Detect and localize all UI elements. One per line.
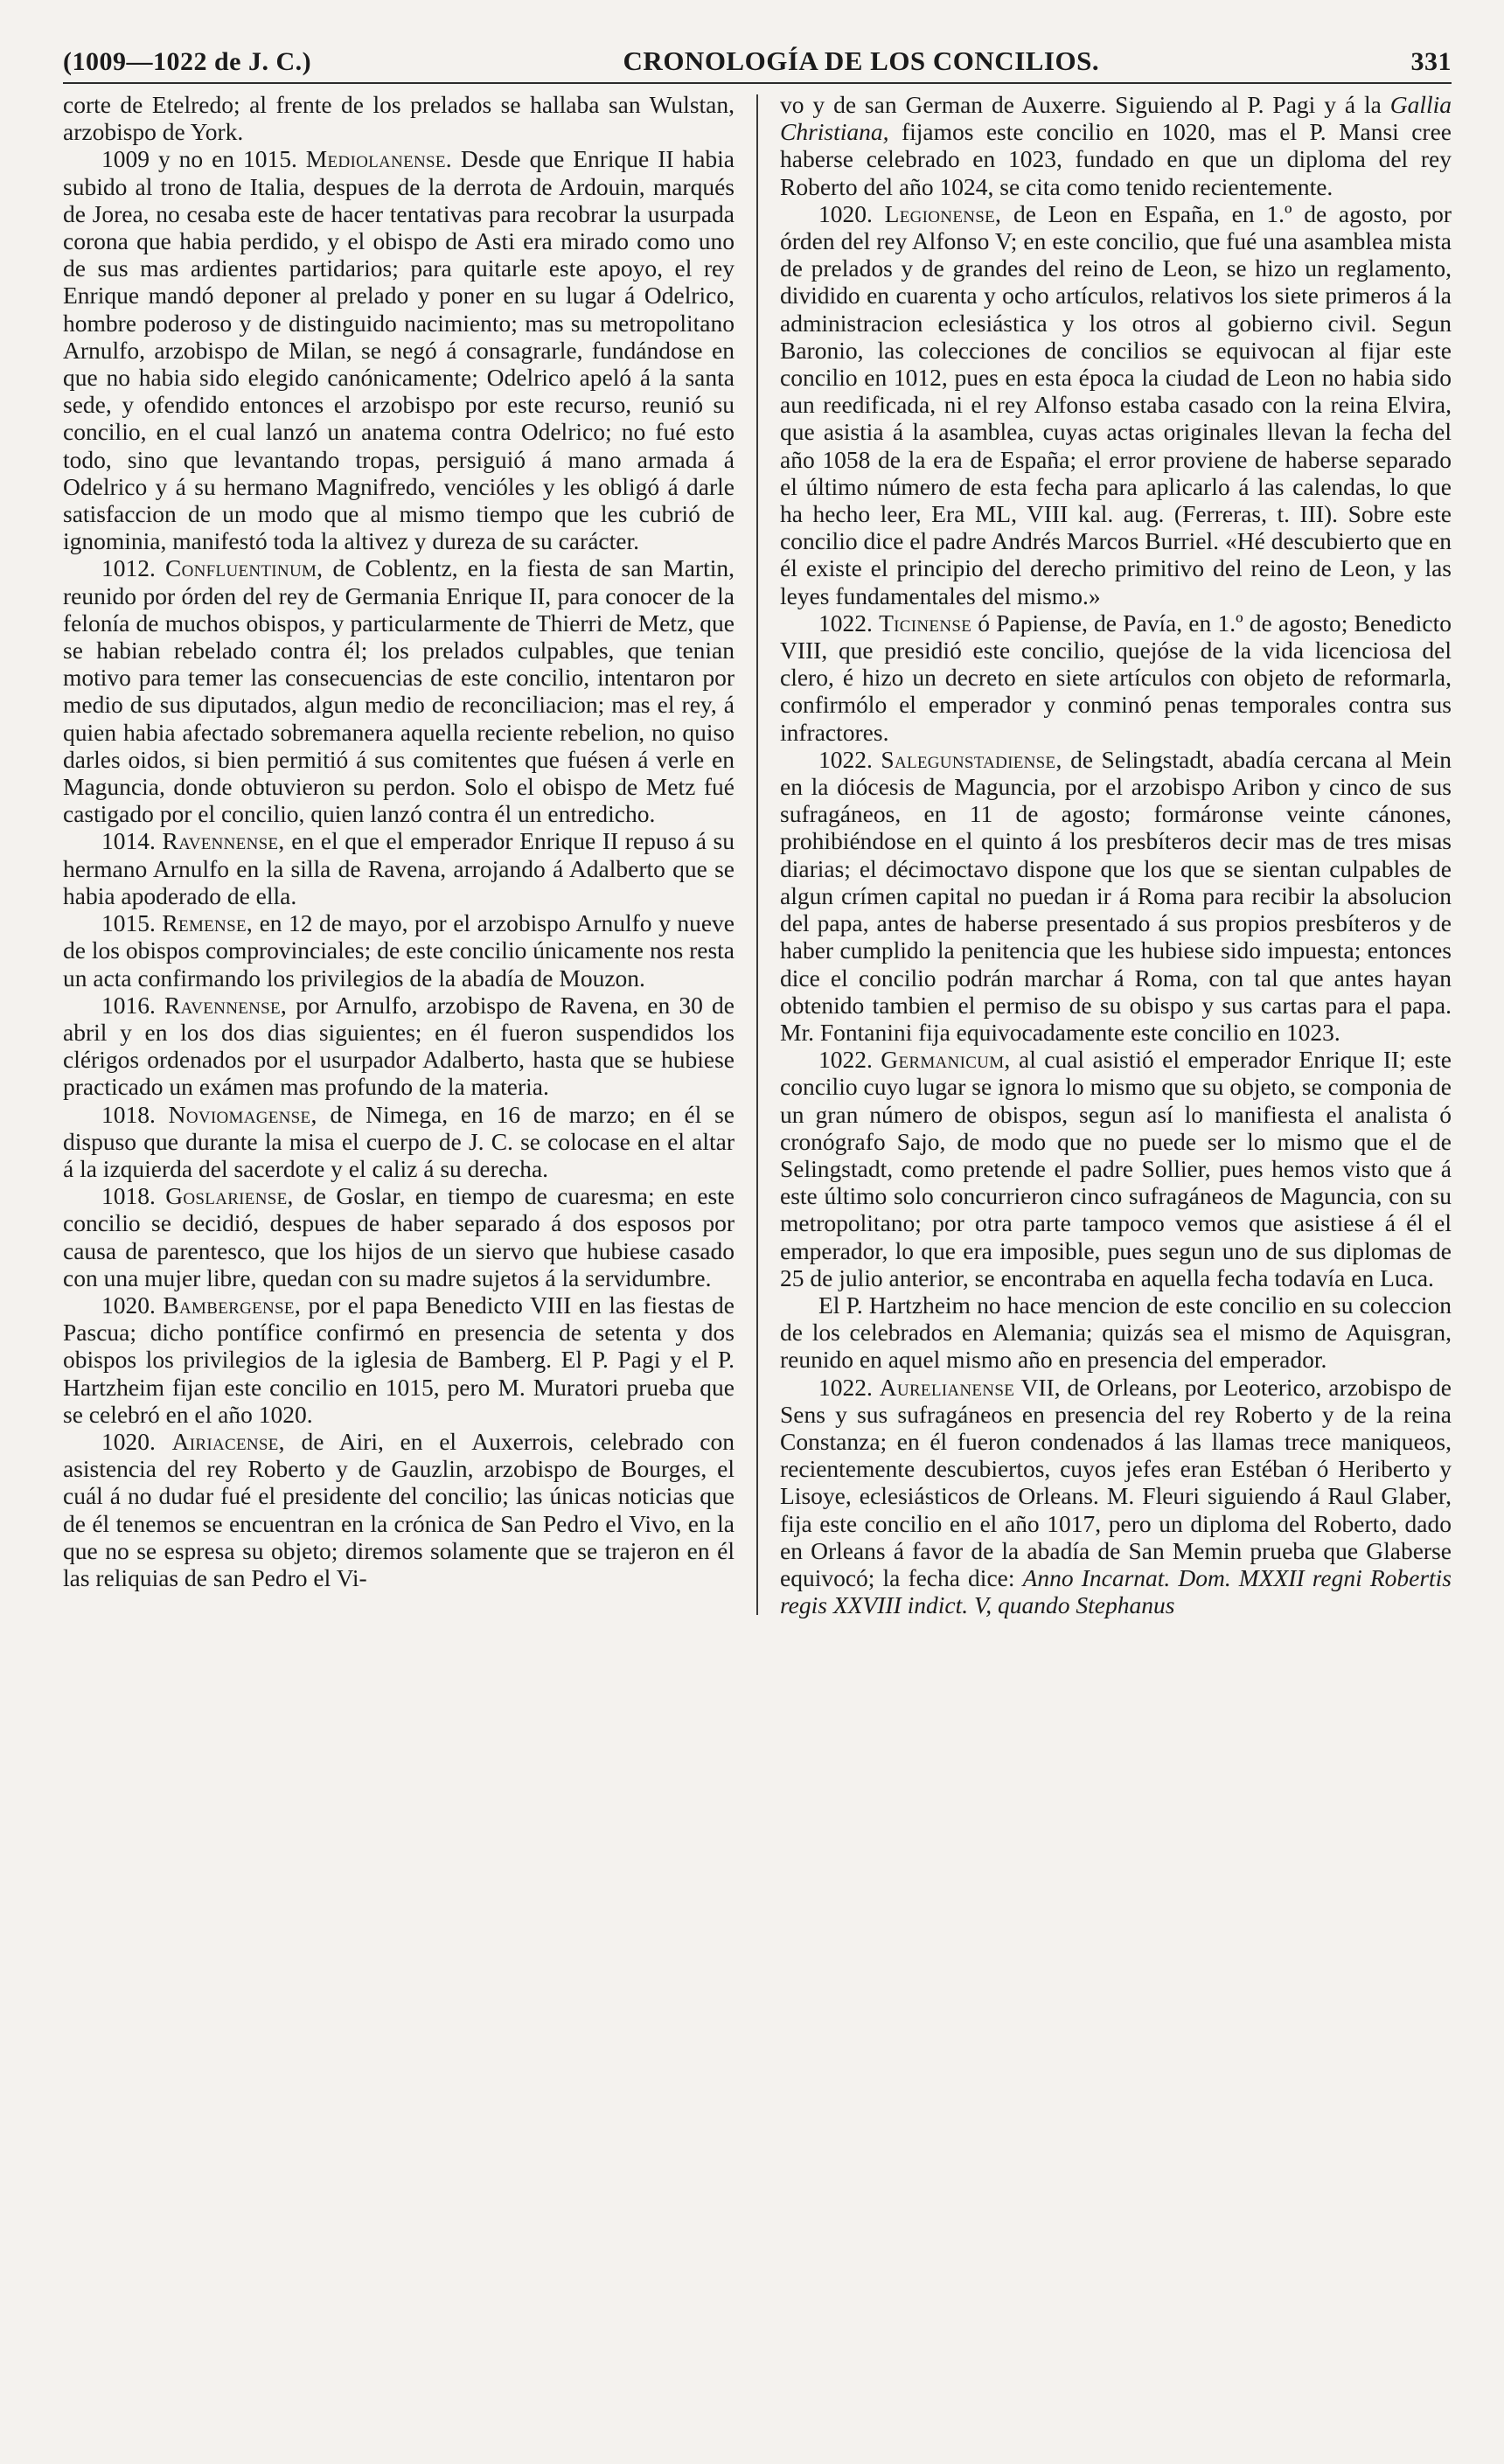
- page-number: 331: [1410, 47, 1452, 76]
- council-entry: [780, 1046, 1452, 1291]
- council-entry: [780, 200, 1452, 609]
- entry-text: de Goslar, en tiempo de cuaresma; en este concilio se decidió, despues de haber separado á dos esposos por causa de parentesco, que los hijos de un siervo que hubiese casado con una mujer libre, quedan con su madre sujetos á la servidumbre.: [63, 1182, 735, 1291]
- running-head: [63, 45, 1452, 77]
- council-name: Salegunstadiense,: [881, 745, 1062, 773]
- column-divider: [756, 94, 758, 1615]
- header-date-range: (1009—1022 de J. C.): [63, 47, 312, 76]
- council-entry: [780, 746, 1452, 1046]
- continuation-paragraph: [780, 91, 1452, 200]
- council-name: Germanicum,: [881, 1046, 1011, 1074]
- entry-year: 1020.: [101, 1427, 156, 1455]
- entry-year: 1022.: [818, 1373, 873, 1401]
- entry-text: de Selingstadt, abadía cercana al Mein en la diócesis de Maguncia, por el arzobispo Aribon y cinco de sus sufragáneos, en 11 de agosto; formáronse veinte cánones, prohibiéndose en el quinto á los presbíteros decir mas de tres misas diarias; el décimoctavo dispone que los que se sientan culpables de algun crímen capital no puedan ir á Roma para recibir la absolucion del papa, antes de haberse presentado á sus propios presbíteros y de haber cumplido la penitencia que les hubiese sido impuesta; entonces dice el concilio podrán marchar á Roma, con tal que antes hayan obtenido tambien el permiso de su obispo y sus cartas para el papa. Mr. Fontanini fija equivocadamente este concilio en 1023.: [780, 745, 1452, 1046]
- entry-year: 1016.: [101, 991, 156, 1019]
- entry-year: 1022.: [818, 745, 873, 773]
- entry-text: en el que el emperador Enrique II repuso á su hermano Arnulfo en la silla de Ravena, arrojando á Adalberto que se habia apoderado de ella.: [63, 827, 735, 909]
- council-entry: [63, 1428, 735, 1591]
- entry-text: vo y de san German de Auxerre. Siguiendo al P. Pagi y á la: [780, 91, 1382, 118]
- entry-year: 1014.: [101, 827, 156, 855]
- council-entry: [780, 609, 1452, 746]
- council-name: Confluentinum,: [164, 554, 324, 582]
- council-entry: [63, 1182, 735, 1291]
- entry-text: VII, de Orleans, por Leoterico, arzobispo de Sens y sus sufragáneos en presencia del rey Roberto y de la reina Constanza; en él fueron condenados á las llamas trece maniqueos, recientemente descubiertos, cuyos jefes eran Estéban ó Heriberto y Lisoye, eclesiásticos de Orleans. M. Fleuri siguiendo á Raul Glaber, fija este concilio en el año 1017, pero un diploma del Roberto, dado en Orleans á favor de la abadía de San Memin prueba que Glaberse equivocó; la fecha dice:: [780, 1373, 1452, 1591]
- entry-text: Desde que Enrique II habia subido al trono de Italia, despues de la derrota de Ardouin, marqués de Jorea, no cesaba este de hacer tentativas para recobrar la usurpada corona que habia perdido, y el obispo de Asti era mirado como uno de sus mas ardientes partidarios; para quitarle este apoyo, el rey Enrique mandó deponer al prelado y poner en su lugar á Odelrico, hombre poderoso y de distinguido nacimiento; mas su metropolitano Arnulfo, arzobispo de Milan, se negó á consagrarle, fundándose en que no habia sido elegido canónicamente; Odelrico apeló á la santa sede, y ofendido entonces el arzobispo por este recurso, reunió su concilio, en el cual lanzó un anatema contra Odelrico; no fué esto todo, sino que levantando tropas, persiguió á mano armada á Odelrico y á su hermano Magnifredo, vencióles y les obligó á darle satisfaccion de un modo que al mismo tiempo que les cubrió de ignominia, manifestó toda la altivez y dureza de su carácter.: [63, 145, 735, 555]
- entry-year: 1020.: [101, 1291, 156, 1319]
- council-name: Aurelianense: [879, 1373, 1015, 1401]
- council-name: Ravennense,: [164, 991, 288, 1019]
- entry-text: corte de Etelredo; al frente de los prelados se hallaba san Wulstan, arzobispo de York.: [63, 91, 735, 146]
- council-name: Mediolanense.: [305, 145, 452, 173]
- entry-text: por el papa Benedicto VIII en las fiestas de Pascua; dicho pontífice confirmó en presencia de setenta y dos obispos los privilegios de la iglesia de Bamberg. El P. Pagi y el P. Hartzheim fijan este concilio en 1015, pero M. Muratori prueba que se celebró en el año 1020.: [63, 1291, 735, 1428]
- entry-text: ó Papiense, de Pavía, en 1.º de agosto; Benedicto VIII, que presidió este concilio, quejóse de la vida licenciosa del clero, é hizo un decreto en siete artículos con objeto de reformarla, confirmólo el emperador y conminó penas temporales contra sus infractores.: [780, 609, 1452, 746]
- entry-year: 1022.: [818, 1046, 873, 1074]
- council-name: Legionense,: [884, 199, 1002, 227]
- council-entry: [780, 1374, 1452, 1619]
- council-name: Remense,: [162, 909, 254, 937]
- council-entry: [63, 992, 735, 1101]
- continuation-paragraph: [63, 91, 735, 145]
- entry-text: de Airi, en el Auxerrois, celebrado con asistencia del rey Roberto y de Gauzlin, arzobispo de Bourges, el cuál á no dudar fué el presidente del concilio; las únicas noticias que de él tenemos se encuentran en la crónica de San Pedro el Vivo, en la que no se espresa su objeto; diremos solamente que se trajeron en él las reliquias de san Pedro el Vi-: [63, 1427, 735, 1591]
- entry-year: 1020.: [818, 199, 873, 227]
- council-entry: [780, 1291, 1452, 1374]
- entry-text: en 12 de mayo, por el arzobispo Arnulfo y nueve de los obispos comprovinciales; de este concilio únicamente nos resta un acta confirmando los privilegios de la abadía de Mouzon.: [63, 909, 735, 992]
- council-entry: [63, 145, 735, 554]
- entry-text: de Nimega, en 16 de marzo; en él se dispuso que durante la misa el cuerpo de J. C. se colocase en el altar á la izquierda del sacerdote y el caliz á su derecha.: [63, 1100, 735, 1182]
- entry-year: 1015.: [101, 909, 156, 937]
- council-entry: [63, 827, 735, 909]
- entry-text: por Arnulfo, arzobispo de Ravena, en 30 de abril y en los dos dias siguientes; en él fueron suspendidos los clérigos ordenados por el usurpador Adalberto, hasta que se hubiese practicado un exámen mas profundo de la materia.: [63, 991, 735, 1101]
- council-name: Noviomagense,: [168, 1100, 317, 1128]
- right-column: [780, 91, 1452, 1618]
- italic-citation: Anno Incarnat. Dom. MXXII regni Robertis regis XXVIII indict. V, quando Stephanus: [780, 1563, 1452, 1619]
- council-entry: [63, 1291, 735, 1428]
- council-name: Ticinense: [879, 609, 972, 637]
- council-entry: [63, 554, 735, 827]
- council-entry: [63, 1101, 735, 1183]
- italic-citation: Gallia Christiana,: [780, 91, 1452, 146]
- entry-year: 1022.: [818, 609, 873, 637]
- council-name: Goslariense,: [165, 1182, 294, 1210]
- entry-text: fijamos este concilio en 1020, mas el P. Mansi cree haberse celebrado en 1023, fundado en que un diploma del rey Roberto del año 1024, se cita como tenido recientemente.: [780, 118, 1452, 200]
- entry-year: 1018.: [101, 1100, 156, 1128]
- header-title: CRONOLOGÍA DE LOS CONCILIOS.: [623, 45, 1100, 76]
- entry-year: 1018.: [101, 1182, 156, 1210]
- entry-text: de Leon en España, en 1.º de agosto, por órden del rey Alfonso V; en este concilio, que fué una asamblea mista de prelados y de grandes del reino de Leon, se hizo un reglamento, dividido en cuarenta y ocho artículos, relativos los siete primeros á la administracion eclesiástica y los otros al gobierno civil. Segun Baronio, las colecciones de concilios se equivocan al fijar este concilio en 1012, pues en esta época la ciudad de Leon no habia sido aun reedificada, ni el rey Alfonso estaba casado con la reina Elvira, que asistia á la asamblea, cuyas actas originales llevan la fecha del año 1058 de la era de España; el error proviene de haberse separado el último número de esta fecha para aplicarlo á las calendas, lo que ha hecho leer, Era ML, VIII kal. aug. (Ferreras, t. III). Sobre este concilio dice el padre Andrés Marcos Burriel. «Hé descubierto que en él existe el principio del derecho primitivo del reino de Leon, y las leyes fundamentales del mismo.»: [780, 199, 1452, 609]
- entry-text: El P. Hartzheim no hace mencion de este concilio en su coleccion de los celebrados en Alemania; quizás sea el mismo de Aquisgran, reunido en aquel mismo año en presencia del emperador.: [780, 1291, 1452, 1374]
- entry-text: de Coblentz, en la fiesta de san Martin, reunido por órden del rey de Germania Enrique II, para conocer de la felonía de muchos obispos, y particularmente de Thierri de Metz, que se habian rebelado contra él; los prelados culpables, que tenian motivo para temer las consecuencias de este concilio, intentaron por medio de sus diputados, algun medio de reconciliacion; mas el rey, á quien habia afectado sobremanera aquella reciente rebelion, no quiso darles oidos, si bien permitió á sus comitentes que fuésen á verle en Maguncia, donde obtuvieron su perdon. Solo el obispo de Metz fué castigado por el concilio, quien lanzó contra él un entredicho.: [63, 554, 735, 828]
- council-name: Bambergense,: [163, 1291, 301, 1319]
- entry-text: al cual asistió el emperador Enrique II; este concilio cuyo lugar se ignora lo mismo que su objeto, se componia de un gran número de obispos, segun así lo manifiesta el analista ó cronógrafo Sajo, de modo que no puede ser lo mismo que el de Selingstadt, como pretende el padre Sollier, pues hemos visto que á este último solo concurrieron cinco sufragáneos de Maguncia, con su metropolitano; por otra parte tampoco vemos que asistiese á él el emperador, lo que era imposible, pues segun uno de sus diplomas de 25 de julio anterior, se encontraba en aquella fecha todavía en Luca.: [780, 1046, 1452, 1291]
- council-name: Airiacense,: [171, 1427, 285, 1455]
- council-name: Ravennense,: [162, 827, 285, 855]
- left-column: [63, 91, 735, 1618]
- council-entry: [63, 909, 735, 992]
- entry-year: 1012.: [101, 554, 156, 582]
- text-columns: [63, 91, 1452, 1618]
- entry-year: 1009 y no en 1015.: [101, 145, 297, 173]
- header-rule: [63, 82, 1452, 84]
